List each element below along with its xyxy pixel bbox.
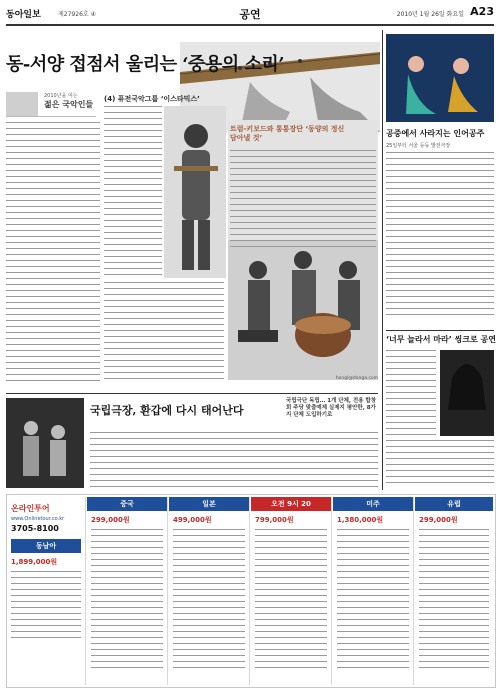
- right-bottom-text-2: [386, 440, 494, 488]
- author-name: 젊은 국악인들: [44, 100, 94, 109]
- author-box: [6, 92, 96, 117]
- masthead: [6, 4, 494, 26]
- ad-phone[interactable]: 3705-8100: [11, 524, 59, 533]
- right-rule: [386, 330, 494, 331]
- ad-section-5: 미주: [333, 497, 413, 511]
- ad-column-3: [169, 497, 250, 685]
- band-caption-title: 트럼-키보드와 통통장단 ‘동양의 정신 담아낼 것’: [230, 125, 345, 142]
- band-text: [230, 150, 376, 250]
- ad-column-2: [87, 497, 168, 685]
- body-column-3: [104, 282, 224, 384]
- issue-number: 제27926호 ④: [58, 11, 96, 18]
- ad-price-1: 1,899,000원: [11, 558, 58, 566]
- section-title: 공연: [239, 8, 261, 21]
- column-divider: [382, 30, 383, 490]
- page-number: A23: [470, 5, 494, 18]
- performer-photo: [440, 350, 494, 436]
- performer-illustration: [440, 350, 494, 436]
- right-top-text: [386, 152, 494, 320]
- body-column-1: [6, 122, 100, 384]
- right-bottom-text-1: [386, 350, 436, 436]
- mermaid-photo: [386, 34, 494, 122]
- travel-ad[interactable]: [6, 494, 496, 688]
- ad-section-2: 중국: [87, 497, 167, 511]
- ad-price-5: 1,380,000원: [337, 516, 384, 524]
- ad-text-1: [11, 571, 81, 641]
- ad-column-5: [333, 497, 414, 685]
- ad-text-5: [337, 529, 409, 669]
- ad-text-6: [419, 529, 489, 669]
- photo-credit: hongl@donga.com: [335, 376, 378, 381]
- ad-section-3: 일본: [169, 497, 249, 511]
- ad-url[interactable]: www.Onlinetour.co.kr: [11, 516, 65, 522]
- ad-section-1: 동남아: [11, 539, 81, 553]
- ad-text-4: [255, 529, 327, 669]
- right-bottom-headline: ‘너무 늘라서 마라’ 씽크로 공연: [386, 335, 496, 344]
- secondary-subhead: 국립극단 독립… 1개 단체, 전용 합창회 주당 맞춤예제 실제지 평안한, 8가지 단체 도입하기로: [286, 398, 377, 418]
- ad-banner: 오전 9시 20: [251, 497, 331, 511]
- ad-text-3: [173, 529, 245, 669]
- newspaper-logo: 동아일보: [6, 10, 41, 20]
- body-column-2: [104, 106, 162, 278]
- main-headline: 동-서양 접점서 울리는 ‘중용의 소리’: [6, 54, 285, 75]
- ad-section-6: 유럽: [415, 497, 493, 511]
- secondary-text: [90, 432, 378, 488]
- ad-price-3: 499,000원: [173, 516, 212, 524]
- secondary-headline: 국립극장, 환갑에 다시 태어난다: [90, 404, 244, 417]
- ad-price-2: 299,000원: [91, 516, 130, 524]
- ad-text-2: [91, 529, 163, 669]
- right-top-sub: 25일부터 서울 등등 발전극장: [386, 143, 451, 149]
- musician-illustration: [164, 106, 226, 278]
- author-photo: [6, 92, 38, 116]
- ad-price-4: 799,000원: [255, 516, 294, 524]
- ad-column-4: [251, 497, 332, 685]
- dateline: 2010년 1월 26일 화요일: [396, 11, 464, 18]
- ad-price-6: 299,000원: [419, 516, 458, 524]
- theater-photo: [6, 398, 84, 488]
- musician-photo: [164, 106, 226, 278]
- mermaid-illustration: [386, 34, 494, 122]
- theater-illustration: [6, 398, 84, 488]
- ad-brand: 온라인투어: [11, 504, 50, 513]
- right-top-headline: 공중에서 사라지는 인어공주: [386, 129, 485, 138]
- ad-column-6: [415, 497, 493, 685]
- series-title: (4) 퓨전국악그룹 ‘이스타믹스’: [104, 95, 200, 103]
- author-label: 2010년을 여는: [44, 93, 78, 99]
- section-rule: [6, 393, 378, 394]
- ad-brand-column: [7, 497, 86, 685]
